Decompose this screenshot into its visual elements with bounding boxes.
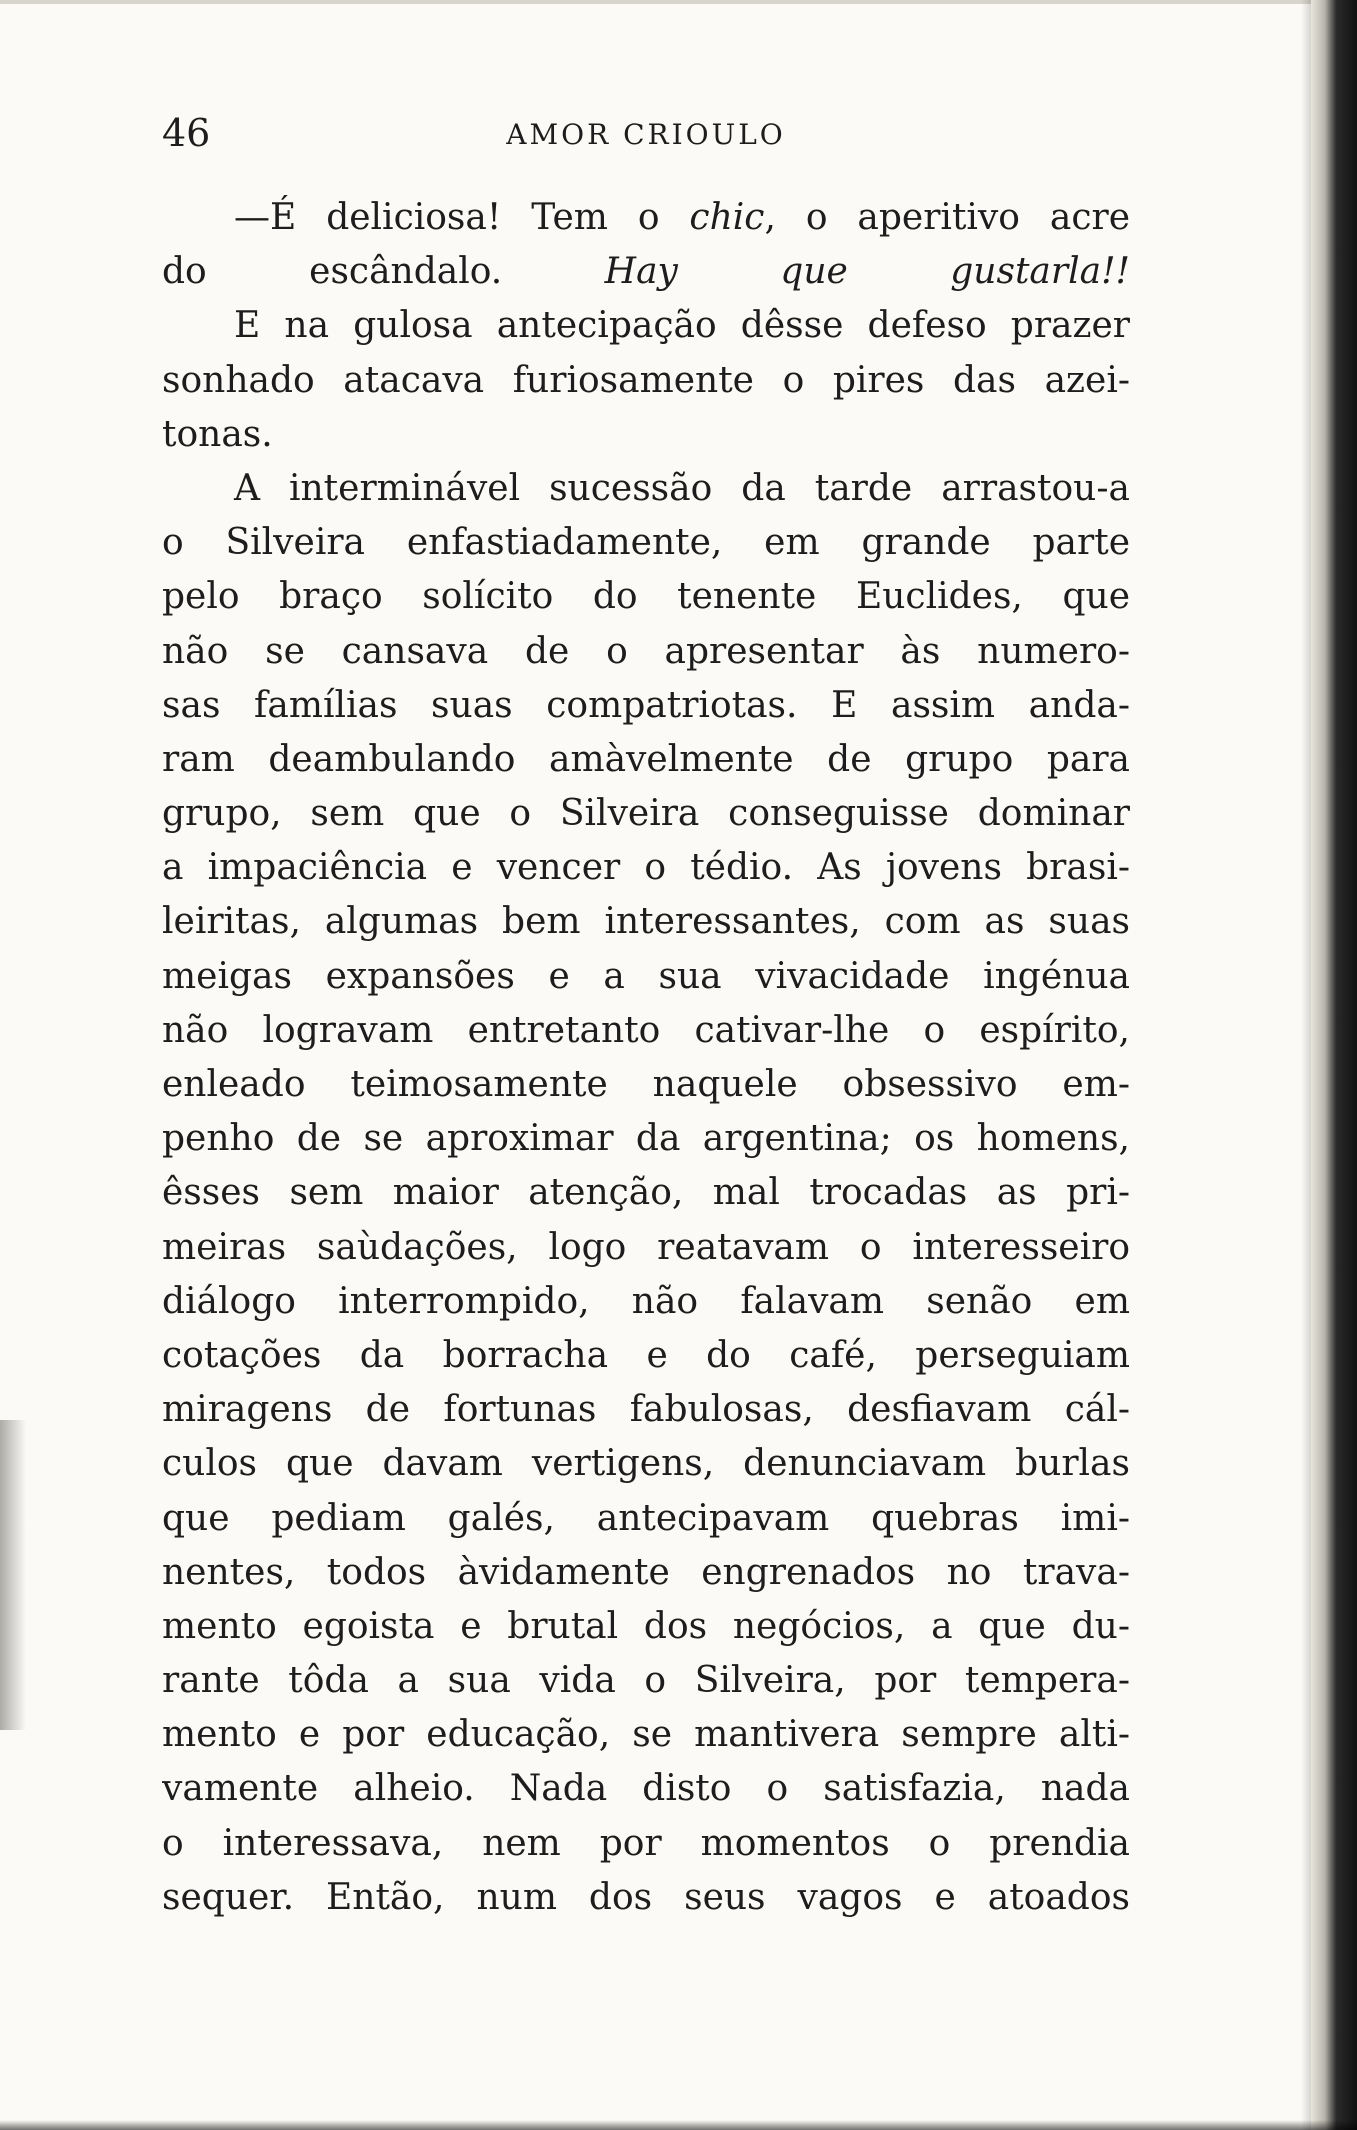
text-line-3: E na gulosa antecipação dêsse defeso prazer xyxy=(234,305,1130,347)
page-bottom-edge xyxy=(0,2120,1357,2130)
text-line-13: a impaciência e vencer o tédio. As jovens brasi- xyxy=(162,847,1130,889)
text-line-28: rante tôda a sua vida o Silveira, por tempera- xyxy=(162,1660,1130,1702)
text-line-22: cotações da borracha e do café, perseguiam xyxy=(162,1334,1130,1376)
text-line-7: o Silveira enfastiadamente, em grande parte xyxy=(162,522,1130,564)
text-line-5: tonas. xyxy=(162,413,273,455)
page-number: 46 xyxy=(162,111,211,155)
text-line-2: do escândalo. Hay que gustarla!! xyxy=(162,251,1130,293)
text-line-6: A interminável sucessão da tarde arrastou-a xyxy=(234,467,1130,509)
text-line-24: culos que davam vertigens, denunciavam burlas xyxy=(162,1443,1130,1485)
text-line-26: nentes, todos àvidamente engrenados no trava- xyxy=(162,1551,1130,1593)
text-line-19: êsses sem maior atenção, mal trocadas as pri- xyxy=(162,1172,1130,1214)
text-line-17: enleado teimosamente naquele obsessivo em- xyxy=(162,1064,1130,1105)
text-line-31: o interessava, nem por momentos o prendia xyxy=(162,1822,1130,1864)
running-title: AMOR CRIOULO xyxy=(506,118,786,151)
text-line-14: leiritas, algumas bem interessantes, com as suas xyxy=(162,901,1130,943)
body-text xyxy=(162,191,1130,1925)
text-line-12: grupo, sem que o Silveira conseguisse dominar xyxy=(162,793,1130,835)
page-header xyxy=(162,108,1130,158)
text-line-30: vamente alheio. Nada disto o satisfazia, nada xyxy=(162,1768,1130,1810)
text-line-20: meiras saùdações, logo reatavam o interesseiro xyxy=(162,1226,1130,1268)
text-line-1: —É deliciosa! Tem o chic, o aperitivo acre xyxy=(234,197,1130,238)
scan-left-shadow xyxy=(0,1420,26,1730)
text-line-27: mento egoista e brutal dos negócios, a que du- xyxy=(162,1605,1130,1647)
book-binding-edge xyxy=(1311,0,1357,2130)
text-line-16: não logravam entretanto cativar-lhe o espírito, xyxy=(162,1009,1130,1051)
text-line-32: sequer. Então, num dos seus vagos e atoados xyxy=(162,1876,1130,1918)
text-line-18: penho de se aproximar da argentina; os homens, xyxy=(162,1118,1130,1160)
text-line-9: não se cansava de o apresentar às numero- xyxy=(162,630,1130,672)
text-line-25: que pediam galés, antecipavam quebras imi- xyxy=(162,1497,1130,1539)
text-line-10: sas famílias suas compatriotas. E assim anda- xyxy=(162,684,1130,726)
text-line-21: diálogo interrompido, não falavam senão em xyxy=(162,1280,1130,1322)
text-line-11: ram deambulando amàvelmente de grupo para xyxy=(162,738,1130,780)
text-line-29: mento e por educação, se mantivera sempre alti- xyxy=(162,1714,1130,1756)
text-line-15: meigas expansões e a sua vivacidade ingénua xyxy=(162,955,1130,997)
text-line-4: sonhado atacava furiosamente o pires das azei- xyxy=(162,359,1130,401)
text-line-23: miragens de fortunas fabulosas, desfiavam cál- xyxy=(162,1389,1130,1431)
text-line-8: pelo braço solícito do tenente Euclides, que xyxy=(162,576,1130,618)
page-top-edge xyxy=(0,0,1357,4)
binding-shadow xyxy=(1301,0,1311,2130)
